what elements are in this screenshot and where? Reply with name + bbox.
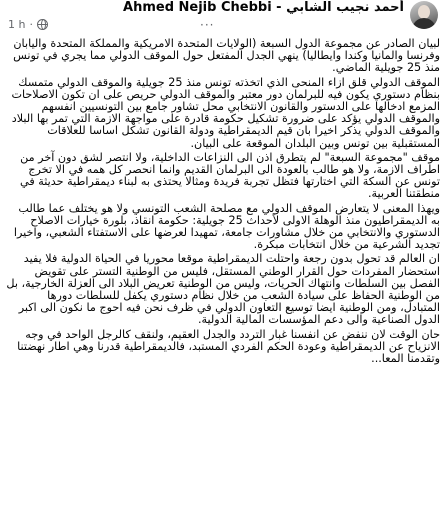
post-time[interactable]: 1 h [8, 18, 26, 31]
author-name[interactable]: Ahmed Nejib Chebbi - أحمد نجيب الشابي [123, 0, 404, 15]
post-paragraph [6, 329, 440, 366]
post-body [6, 38, 440, 516]
avatar-face [418, 5, 430, 19]
post-paragraph: لبيان الصادر عن مجموعة الدول السبعة (الولايات المتحدة الامريكية والمملكة المتحدة واليابان وفرنسا والمانيا وكندا وايطاليا) ينهي الجدل المفتعل حول الموقف الدولي مما يجري في تونس منذ 25 جويلية الماضي. [13, 38, 440, 75]
meta-separator: · [29, 18, 33, 31]
post-paragraph: موقف "مجموعة السبعة" لم يتطرق اذن الى النزاعات الداخلية، ولا انتصر لشق دون آخر من اطراف الازمة، ولا هو طالب بالعودة الى البرلمان القديم وانما انحصر كل همه في الا تخرج تونس عن السكة التي اختارتها فتظل تجربة فريدة ومثالا يحتذى به لبناء ديمقراطية حديثة في منطقتنا العربية. [20, 150, 440, 201]
post-header [0, 0, 446, 36]
post-paragraph-text: حان الوقت لان ننفض عن انفسنا غبار التردد والجدل العقيم، ولنقف كالرجل الواحد في وجه الانزياح عن الديمقراطية وعودة الحكم الفردي المستبد، فالديمقراطية قدرنا وهي اطار نهضتنا وتقدمنا [17, 327, 440, 366]
author-avatar[interactable] [410, 1, 438, 29]
see-more-link[interactable]: المعا... [371, 352, 404, 366]
post-meta [8, 18, 48, 31]
post-paragraph: ويهذا المعنى لا يتعارض الموقف الدولي مع مصلحة الشعب التونسي ولا هو يختلف عما طالب به الديمقراطيون منذ الوهلة الاولى لأحداث 25 جويلية: حكومة انقاذ، بلورة خيارات الاصلاح الدستوري والانتخابي من خلال مشاورات جامعة، تمهيدا لعرضها على الاستفتاء الشعبي، واخيرا تجديد الشرعية من خلال انتخابات مبكرة. [13, 201, 440, 252]
globe-icon [37, 19, 48, 30]
avatar-shoulders [412, 18, 436, 29]
more-options-icon[interactable]: ··· [200, 18, 215, 32]
post-paragraph: ان العالم قد تحول بدون رجعة واحتلت الديمقراطية موقعا محوريا في الحياة الدولية فلا يفيد استحضار المفردات حول القرار الوطني المستقل، فليس من الوطنية التستر على تقويض الفصل بين السلطات وانتهاك الحريات، وليس من الوطنية تعريض البلاد الى العزلة الخارجية، بل من الوطنية الحفاظ على سيادة الشعب من خلال نظام دستوري يكفل للسلطات دورها المتبادل، ومن الوطنية ايضا توسيع التعاون الدولي في ظرف نحن فيه احوج ما نكون الى اكبر الدول الصناعية والى دعم المؤسسات المالية الدولية. [6, 252, 440, 327]
post-paragraph: الموقف الدولي قلق ازاء المنحى الذي اتخذته تونس منذ 25 جويلية والموقف الدولي متمسك بنظام دستوري يكون فيه للبرلمان دور معتبر والموقف الدولي حريص على ان تكون الاصلاحات المزمع ادخالها على الدستور والقانون الانتخابي محل تشاور جامع بين التونسيين انفسهم والموقف الدولي يؤكد على ضرورة تشكيل حكومة قادرة على مواجهة الازمة التي تمر بها البلاد والموقف الدولي يذكر اخيرا بان قيم الديمقراطية ودولة القانون تشكل اساسا للعلاقات المستقبلية بين تونس وبين البلدان الموقعة على البيان. [11, 75, 440, 150]
